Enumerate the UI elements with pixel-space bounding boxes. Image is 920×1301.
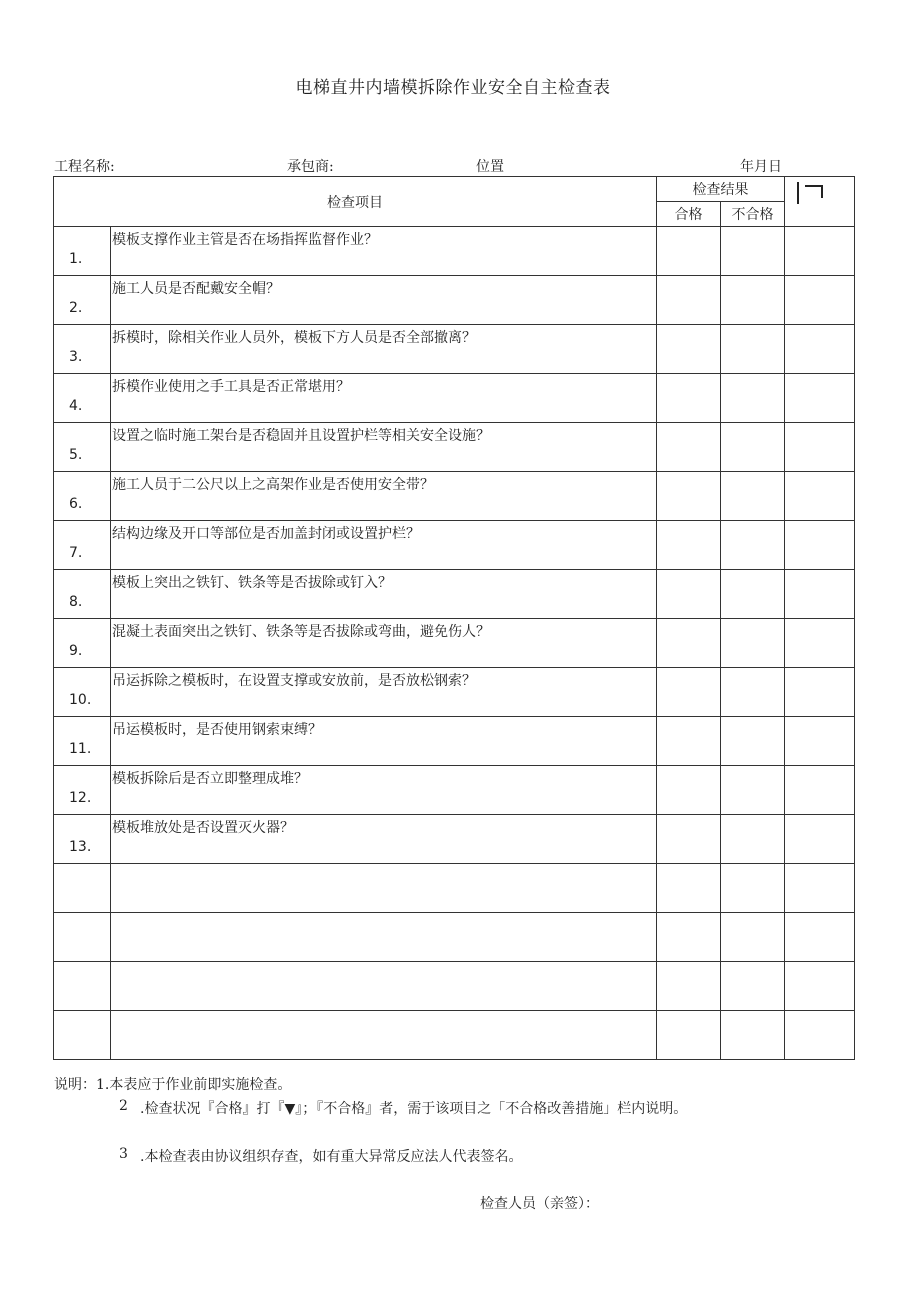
table-row — [54, 570, 855, 619]
check-item-cell — [111, 766, 657, 815]
extra-cell[interactable] — [785, 423, 855, 472]
extra-cell[interactable] — [785, 325, 855, 374]
table-row — [54, 1011, 855, 1060]
pass-cell[interactable] — [657, 423, 721, 472]
table-row — [54, 374, 855, 423]
table-row — [54, 325, 855, 374]
result-header: 检查结果 — [657, 177, 785, 202]
check-item-cell — [111, 717, 657, 766]
check-item-cell — [111, 472, 657, 521]
checklist-table — [53, 176, 855, 1060]
pass-cell[interactable] — [657, 619, 721, 668]
row-number-cell — [54, 570, 111, 619]
check-item-text: 模板支撑作业主管是否在场指挥监督作业？ — [112, 232, 378, 248]
row-number: 10. — [69, 692, 92, 708]
fail-cell[interactable] — [721, 766, 785, 815]
note-1: 说明：1.本表应于作业前即实施检查。 — [54, 1077, 292, 1093]
row-number-cell — [54, 717, 111, 766]
row-number: 11. — [69, 741, 92, 757]
fail-cell[interactable] — [721, 668, 785, 717]
row-number-cell — [54, 668, 111, 717]
check-item-text: 吊运模板时，是否使用钢索束缚？ — [112, 722, 322, 738]
project-name-label: 工程名称: — [54, 159, 115, 175]
check-item-text: 吊运拆除之模板时，在设置支撑或安放前，是否放松钢索？ — [112, 673, 476, 689]
note-3-number: 3 — [119, 1146, 128, 1162]
table-row — [54, 472, 855, 521]
fail-cell[interactable] — [721, 325, 785, 374]
extra-cell[interactable] — [785, 717, 855, 766]
extra-cell[interactable] — [785, 815, 855, 864]
check-item-cell — [111, 1011, 657, 1060]
fail-cell[interactable] — [721, 717, 785, 766]
table-row — [54, 521, 855, 570]
check-item-text: 拆模作业使用之手工具是否正常堪用？ — [112, 379, 350, 395]
pass-cell[interactable] — [657, 962, 721, 1011]
row-number-cell — [54, 913, 111, 962]
row-number-cell — [54, 1011, 111, 1060]
table-row — [54, 913, 855, 962]
row-number — [54, 904, 110, 912]
row-number — [54, 1051, 110, 1059]
row-number-cell — [54, 227, 111, 276]
row-number: 4. — [69, 398, 83, 414]
extra-cell[interactable] — [785, 570, 855, 619]
check-item-cell — [111, 962, 657, 1011]
table-row — [54, 276, 855, 325]
table-row — [54, 962, 855, 1011]
check-item-cell — [111, 374, 657, 423]
row-number: 12. — [69, 790, 92, 806]
extra-cell[interactable] — [785, 374, 855, 423]
table-row — [54, 668, 855, 717]
extra-cell[interactable] — [785, 913, 855, 962]
table-row — [54, 815, 855, 864]
fail-cell[interactable] — [721, 962, 785, 1011]
row-number — [54, 1002, 110, 1010]
fail-cell[interactable] — [721, 227, 785, 276]
row-number: 3. — [69, 349, 83, 365]
check-item-text — [111, 913, 656, 915]
row-number-cell — [54, 472, 111, 521]
check-item-text: 施工人员于二公尺以上之高架作业是否使用安全带？ — [112, 477, 434, 493]
fail-cell[interactable] — [721, 1011, 785, 1060]
check-item-text: 混凝土表面突出之铁钉、铁条等是否拔除或弯曲，避免伤人？ — [112, 624, 490, 640]
note-3: .本检查表由协议组织存查，如有重大异常反应法人代表签名。 — [140, 1149, 523, 1165]
fail-cell[interactable] — [721, 276, 785, 325]
extra-cell[interactable] — [785, 864, 855, 913]
row-number — [54, 953, 110, 961]
note-2: .检查状况『合格』打『▼』；『不合格』者，需于该项目之「不合格改善措施」栏内说明。 — [140, 1101, 688, 1117]
corner-mark-icon — [796, 180, 823, 204]
table-row — [54, 619, 855, 668]
fail-cell[interactable] — [721, 472, 785, 521]
item-header: 检查项目 — [54, 177, 657, 227]
check-item-cell — [111, 521, 657, 570]
check-item-text: 模板堆放处是否设置灭火器？ — [112, 820, 294, 836]
pass-cell[interactable] — [657, 325, 721, 374]
pass-cell[interactable] — [657, 472, 721, 521]
fail-cell[interactable] — [721, 913, 785, 962]
table-row — [54, 423, 855, 472]
pass-cell[interactable] — [657, 570, 721, 619]
check-item-text: 拆模时，除相关作业人员外，模板下方人员是否全部撤离？ — [112, 330, 476, 346]
row-number: 13. — [69, 839, 92, 855]
row-number: 2. — [69, 300, 83, 316]
fail-cell[interactable] — [721, 374, 785, 423]
date-label: 年月日 — [740, 159, 782, 175]
row-number: 5. — [69, 447, 83, 463]
pass-cell[interactable] — [657, 374, 721, 423]
location-label: 位置 — [476, 159, 504, 175]
fail-cell[interactable] — [721, 815, 785, 864]
check-item-text: 模板上突出之铁钉、铁条等是否拔除或钉入？ — [112, 575, 392, 591]
row-number-cell — [54, 815, 111, 864]
pass-cell[interactable] — [657, 815, 721, 864]
extra-cell[interactable] — [785, 668, 855, 717]
row-number-cell — [54, 325, 111, 374]
extra-cell[interactable] — [785, 227, 855, 276]
pass-cell[interactable] — [657, 766, 721, 815]
row-number-cell — [54, 374, 111, 423]
pass-cell[interactable] — [657, 864, 721, 913]
table-row — [54, 227, 855, 276]
pass-cell[interactable] — [657, 668, 721, 717]
row-number: 1. — [69, 251, 83, 267]
pass-cell[interactable] — [657, 227, 721, 276]
pass-cell[interactable] — [657, 717, 721, 766]
check-item-cell — [111, 864, 657, 913]
table-row — [54, 864, 855, 913]
check-item-cell — [111, 276, 657, 325]
pass-cell[interactable] — [657, 521, 721, 570]
check-item-cell — [111, 815, 657, 864]
check-item-cell — [111, 668, 657, 717]
row-number-cell — [54, 276, 111, 325]
extra-cell[interactable] — [785, 472, 855, 521]
extra-cell[interactable] — [785, 962, 855, 1011]
fail-header: 不合格 — [721, 202, 785, 227]
check-item-cell — [111, 423, 657, 472]
row-number: 9. — [69, 643, 83, 659]
inspector-signature-label: 检查人员（亲签）： — [480, 1196, 599, 1212]
fail-cell[interactable] — [721, 521, 785, 570]
row-number-cell — [54, 521, 111, 570]
extra-cell[interactable] — [785, 521, 855, 570]
table-row — [54, 717, 855, 766]
pass-cell[interactable] — [657, 276, 721, 325]
row-number-cell — [54, 962, 111, 1011]
page-title: 电梯直井内墙模拆除作业安全自主检查表 — [295, 78, 611, 98]
check-item-text: 结构边缘及开口等部位是否加盖封闭或设置护栏？ — [112, 526, 420, 542]
row-number-cell — [54, 864, 111, 913]
fail-cell[interactable] — [721, 423, 785, 472]
check-item-text: 施工人员是否配戴安全帽？ — [112, 281, 280, 297]
check-item-text: 模板拆除后是否立即整理成堆？ — [112, 771, 308, 787]
table-row — [54, 766, 855, 815]
check-item-text — [111, 1011, 656, 1013]
row-number-cell — [54, 423, 111, 472]
pass-header: 合格 — [657, 202, 721, 227]
extra-cell[interactable] — [785, 766, 855, 815]
check-item-text — [111, 864, 656, 866]
extra-cell[interactable] — [785, 619, 855, 668]
check-item-text: 设置之临时施工架台是否稳固并且设置护栏等相关安全设施？ — [112, 428, 490, 444]
check-item-cell — [111, 913, 657, 962]
pass-cell[interactable] — [657, 1011, 721, 1060]
extra-cell[interactable] — [785, 276, 855, 325]
row-number-cell — [54, 766, 111, 815]
row-number: 7. — [69, 545, 83, 561]
note-2-number: 2 — [119, 1098, 128, 1114]
checklist-rows — [54, 227, 855, 1060]
check-item-cell — [111, 570, 657, 619]
check-item-text — [111, 962, 656, 964]
contractor-label: 承包商: — [287, 159, 334, 175]
row-number-cell — [54, 619, 111, 668]
check-item-cell — [111, 619, 657, 668]
fail-cell[interactable] — [721, 570, 785, 619]
row-number: 8. — [69, 594, 83, 610]
fail-cell[interactable] — [721, 864, 785, 913]
pass-cell[interactable] — [657, 913, 721, 962]
row-number: 6. — [69, 496, 83, 512]
extra-cell[interactable] — [785, 1011, 855, 1060]
fail-cell[interactable] — [721, 619, 785, 668]
check-item-cell — [111, 325, 657, 374]
check-item-cell — [111, 227, 657, 276]
